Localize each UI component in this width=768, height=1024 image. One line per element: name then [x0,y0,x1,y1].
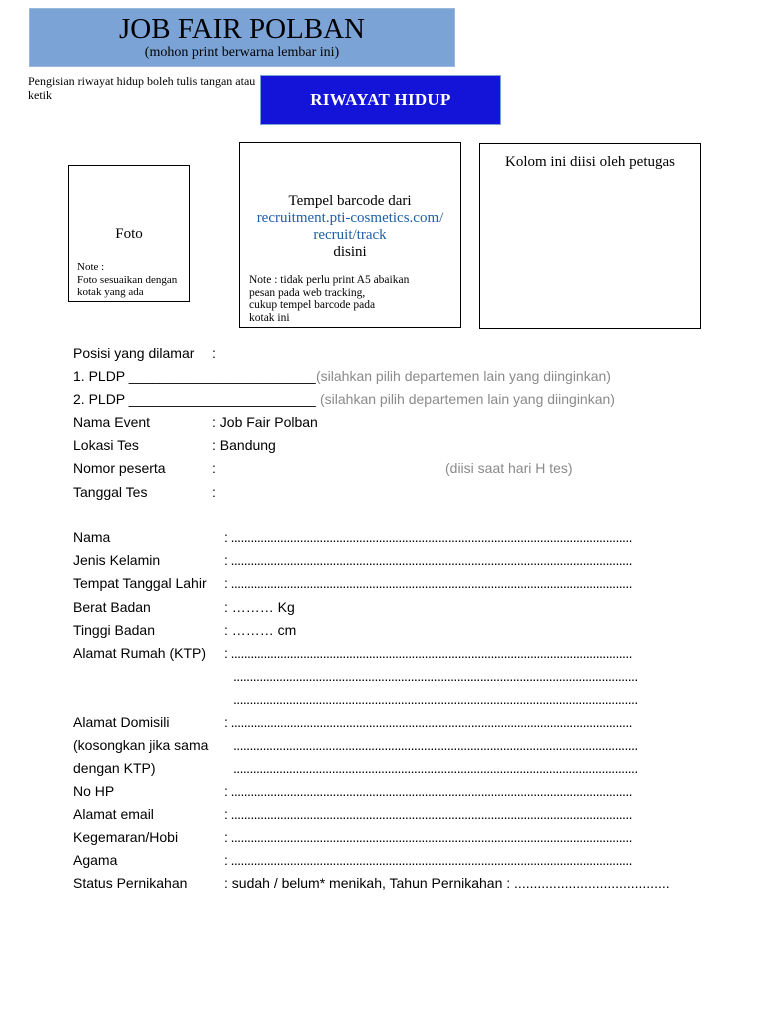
position-label: Posisi yang dilamar [73,345,195,361]
weight-label: Berat Badan [73,599,151,615]
position-hint-1: (silahkan pilih departemen lain yang diinginkan) [316,368,611,384]
domicile-address-field-line[interactable]: ........................................................................................................................... [233,760,638,776]
phone-field[interactable]: : .......................................................................................................................... [224,783,632,799]
phone-label: No HP [73,783,115,799]
officer-box [479,143,701,329]
event-name-label: Nama Event [73,414,151,430]
name-label: Nama [73,529,111,545]
barcode-line: disini [333,244,367,260]
participant-number-label: Nomor peserta [73,460,166,476]
tracking-link-line[interactable]: recruit/track [313,227,387,243]
position-choice-1[interactable]: 1. PLDP ________________________ [73,368,316,384]
home-address-field-line[interactable]: ........................................................................................................................... [233,668,638,684]
domicile-note-line: (kosongkan jika sama [73,737,209,753]
barcode-note-line: cukup tempel barcode pada [249,299,376,311]
weight-field[interactable]: : ……… Kg [224,599,295,615]
name-field[interactable]: : .......................................................................................................................... [224,529,632,545]
birth-place-date-field[interactable]: : .......................................................................................................................... [224,575,632,591]
section-title: RIWAYAT HIDUP [310,90,451,109]
photo-note-line: Foto sesuaikan dengan [77,273,178,286]
section-title-box [260,75,501,125]
test-location-value: : Bandung [212,437,276,453]
hobby-label: Kegemaran/Hobi [73,829,179,845]
barcode-note-line: pesan pada web tracking, [249,286,366,299]
position-colon: : [212,345,216,361]
gender-field[interactable]: : .......................................................................................................................... [224,552,632,568]
email-label: Alamat email [73,806,154,822]
fill-instruction: Pengisian riwayat hidup boleh tulis tangan atau ketik [28,74,256,102]
photo-box [68,165,190,302]
barcode-note-line: kotak ini [249,311,290,324]
photo-note-line: kotak yang ada [77,286,144,298]
barcode-instruction [240,193,460,261]
event-name-value: : Job Fair Polban [212,414,318,430]
height-label: Tinggi Badan [73,622,155,638]
test-date-label: Tanggal Tes [73,484,148,500]
tracking-link-line[interactable]: recruitment.pti-cosmetics.com/ [256,210,444,226]
birth-place-date-label: Tempat Tanggal Lahir [73,575,207,591]
email-field[interactable]: : .......................................................................................................................... [224,806,632,822]
domicile-address-field-line[interactable]: ........................................................................................................................... [233,737,638,753]
hobby-field[interactable]: : .......................................................................................................................... [224,829,632,845]
gender-label: Jenis Kelamin [73,552,161,568]
religion-label: Agama [73,852,118,868]
domicile-address-field[interactable]: : .......................................................................................................................... [224,714,632,730]
domicile-note-line: dengan KTP) [73,760,156,776]
barcode-line: Tempel barcode dari [288,193,412,209]
barcode-note-line: Note : tidak perlu print A5 abaikan [249,274,410,286]
domicile-address-label: Alamat Domisili [73,714,170,730]
height-field[interactable]: : ……… cm [224,622,297,638]
test-location-label: Lokasi Tes [73,437,139,453]
marital-status-label: Status Pernikahan [73,875,188,891]
home-address-label: Alamat Rumah (KTP) [73,645,207,661]
participant-number-hint: (diisi saat hari H tes) [445,460,573,476]
officer-box-label: Kolom ini diisi oleh petugas [505,154,675,170]
barcode-box [239,142,461,328]
test-date-colon: : [212,484,216,500]
photo-note [77,261,177,299]
position-choice-2[interactable]: 2. PLDP ________________________ [73,391,316,407]
photo-note-line: Note : [77,261,105,273]
barcode-note [249,274,409,324]
participant-number-colon: : [212,460,216,476]
page-title: JOB FAIR POLBAN [118,13,365,45]
photo-label: Foto [115,226,143,242]
tracking-link[interactable] [240,210,460,244]
marital-status-field[interactable]: : sudah / belum* menikah, Tahun Pernikahan : ........................................ [224,875,670,891]
position-hint-2: (silahkan pilih departemen lain yang diinginkan) [320,391,615,407]
home-address-field-line[interactable]: ........................................................................................................................... [233,691,638,707]
page-subtitle: (mohon print berwarna lembar ini) [144,45,340,60]
home-address-field[interactable]: : .......................................................................................................................... [224,645,632,661]
religion-field[interactable]: : .......................................................................................................................... [224,852,632,868]
header-banner [29,8,455,67]
